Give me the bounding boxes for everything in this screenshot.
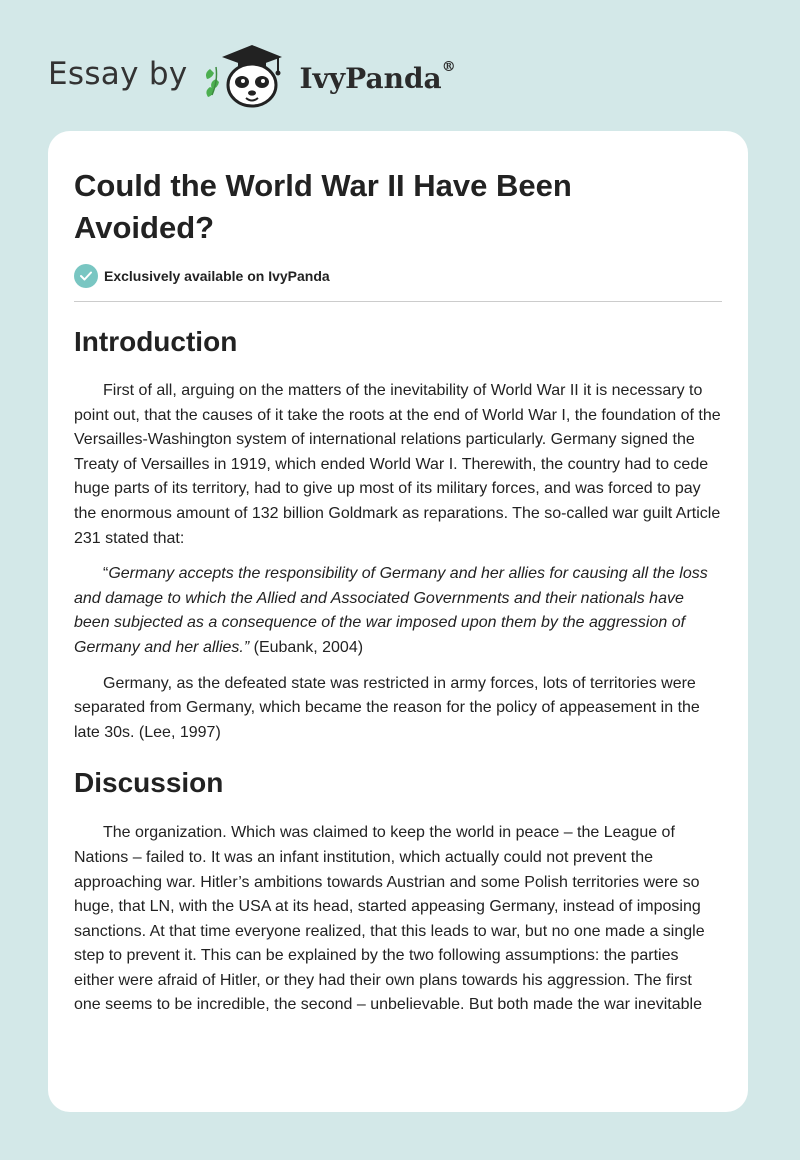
exclusive-label: Exclusively available on IvyPanda	[104, 268, 330, 284]
quote-citation: (Eubank, 2004)	[249, 638, 364, 656]
site-header	[48, 34, 456, 114]
essay-card	[48, 131, 748, 1112]
title-divider	[74, 301, 722, 302]
section-heading: Discussion	[74, 767, 224, 799]
quote-text: Germany accepts the responsibility of Germany and her allies for causing all the loss and damage to which the Allied and Associated Governments and their nationals have been subjected as a consequence of the war imposed upon them by the aggression of Germany and her allies.”	[74, 565, 708, 656]
brand-name-text: IvyPanda	[299, 61, 442, 95]
quote-open-mark: “	[103, 565, 109, 583]
brand-name[interactable]	[299, 59, 456, 95]
panda-graduate-logo-icon[interactable]	[202, 37, 294, 111]
section-heading: Introduction	[74, 326, 238, 357]
paragraph: First of all, arguing on the matters of the inevitability of World War II it is necessary to point out, that the causes of it take the roots at the end of World War I, the foundation of the Versailles-Washington system of international relations particularly. Germany signed the Treaty of Versailles in 1919, which ended World War I. Therewith, the country had to cede huge parts of its territory, had to give up most of its military forces, and was forced to pay the enormous amount of 132 billion Goldmark as reparations. The so-called war guilt Article 231 stated that:	[74, 382, 721, 547]
section-introduction	[74, 324, 722, 745]
paragraph: The organization. Which was claimed to keep the world in peace – the League of Nations – failed to. It was an infant institution, which actually could not prevent the approaching war. Hitler’s ambitions towards Austrian and some Polish territories were so huge, that LN, with the USA at its head, started appeasing Germany, instead of imposing sanctions. At that time everyone realized, that this leads to war, but no one made a single step to prevent it. This can be explained by the two following assumptions: the parties either were afraid of Hitler, or they had their own plans towards his aggression. The first one seems to be incredible, the second – unbelievable. But both made the war inevitable	[74, 824, 705, 1014]
registered-mark: ®	[441, 59, 456, 76]
block-quote	[74, 562, 722, 660]
essay-title: Could the World War II Have Been Avoided?	[74, 168, 572, 245]
exclusive-badge	[74, 264, 722, 288]
paragraph: Germany, as the defeated state was restricted in army forces, lots of territories were separated from Germany, which became the reason for the policy of appeasement in the late 30s. (Lee, 1997)	[74, 674, 700, 741]
section-discussion	[74, 765, 722, 1018]
brand-prefix: Essay by	[48, 56, 188, 92]
check-circle-icon	[74, 264, 98, 288]
